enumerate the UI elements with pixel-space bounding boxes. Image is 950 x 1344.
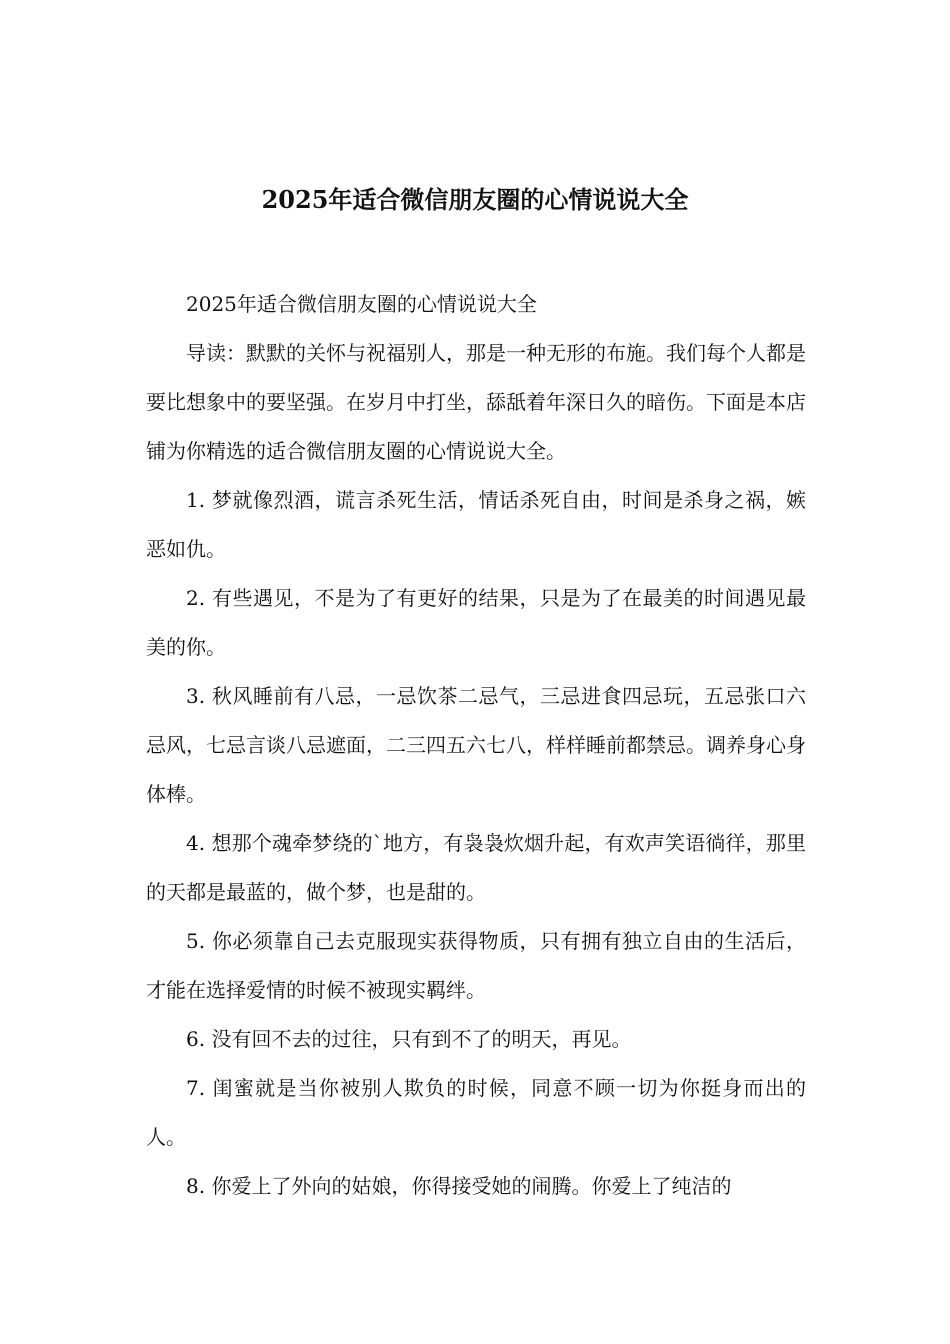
paragraph-item-1: 1. 梦就像烈酒，谎言杀死生活，情话杀死自由，时间是杀身之祸，嫉恶如仇。	[146, 488, 806, 561]
paragraph-item-2: 2. 有些遇见，不是为了有更好的结果，只是为了在最美的时间遇见最美的你。	[146, 586, 806, 659]
document-title: 2025年适合微信朋友圈的心情说说大全	[261, 185, 689, 214]
paragraph-item-6: 6. 没有回不去的过往，只有到不了的明天，再见。	[186, 1027, 632, 1051]
paragraph-item-3: 3. 秋风睡前有八忌，一忌饮茶二忌气，三忌进食四忌玩，五忌张口六忌风，七忌言谈八忌遮面，二三四五六七八，样样睡前都禁忌。调养身心身体棒。	[146, 684, 806, 806]
paragraph-item-7: 7. 闺蜜就是当你被别人欺负的时候，同意不顾一切为你挺身而出的人。	[146, 1076, 806, 1149]
paragraph-item-5: 5. 你必须靠自己去克服现实获得物质，只有拥有独立自由的生活后，才能在选择爱情的时候不被现实羁绊。	[146, 929, 806, 1002]
document-body	[146, 280, 806, 1211]
paragraph-heading: 2025年适合微信朋友圈的心情说说大全	[186, 292, 537, 316]
paragraph-intro: 导读：默默的关怀与祝福别人，那是一种无形的布施。我们每个人都是要比想象中的要坚强。在岁月中打坐，舔舐着年深日久的暗伤。下面是本店铺为你精选的适合微信朋友圈的心情说说大全。	[146, 341, 806, 463]
paragraph-item-8: 8. 你爱上了外向的姑娘，你得接受她的闹腾。你爱上了纯洁的	[186, 1174, 732, 1198]
paragraph-item-4: 4. 想那个魂牵梦绕的`地方，有袅袅炊烟升起，有欢声笑语徜徉，那里的天都是最蓝的，做个梦，也是甜的。	[146, 831, 806, 904]
